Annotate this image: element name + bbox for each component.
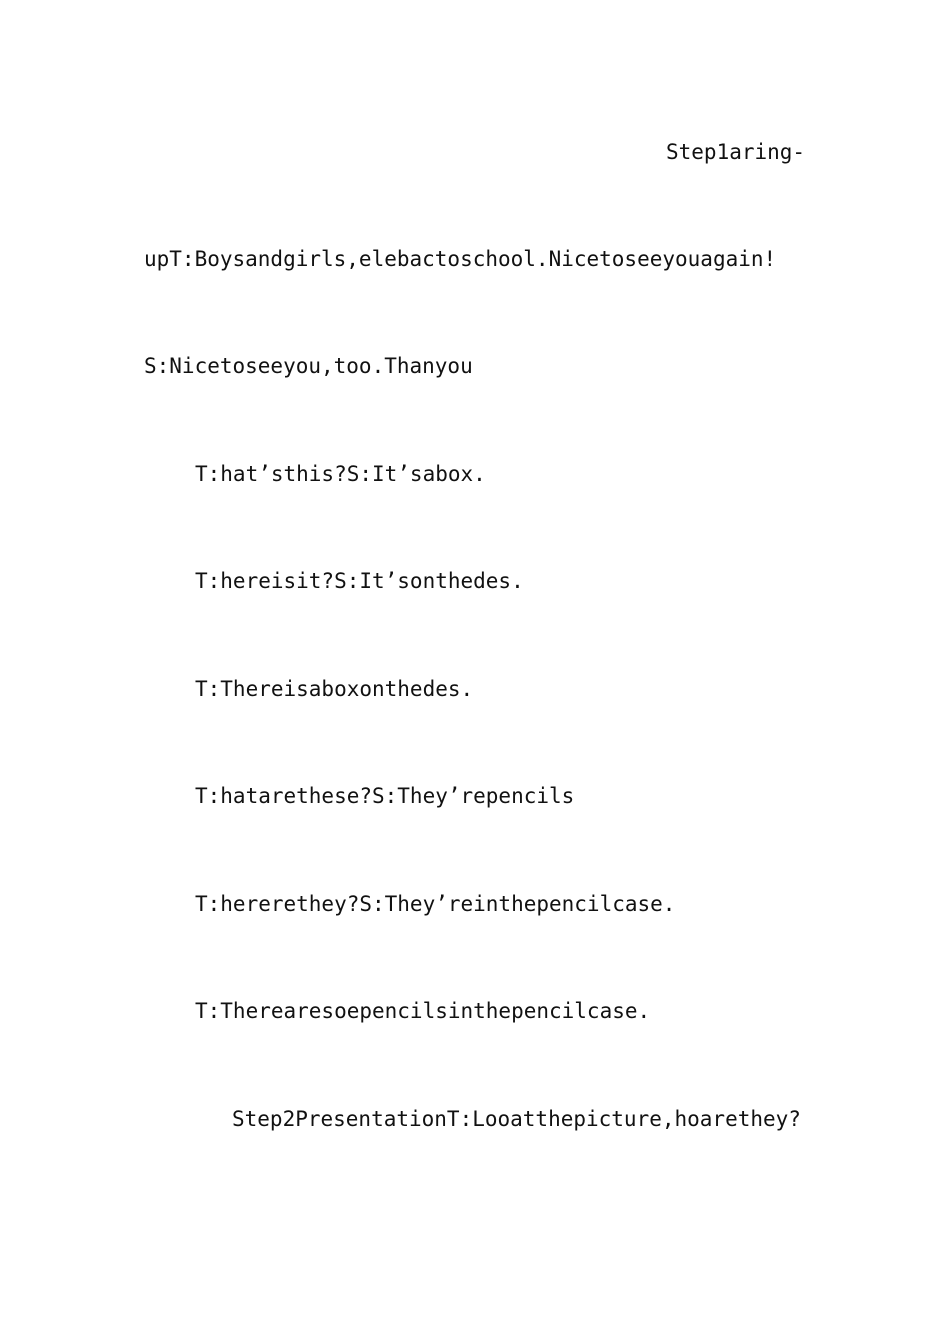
text-line-what-are-these: T:hatarethese?S:They’repencils <box>195 784 575 808</box>
text-line-there-is-a-box: T:Thereisaboxonthedes. <box>195 677 474 701</box>
text-line-step2-presentation: Step2PresentationT:Looatthepicture,hoarethey? <box>232 1107 801 1131</box>
text-line-what-is-this: T:hat’sthis?S:It’sabox. <box>195 462 486 486</box>
text-line-teacher-greeting: upT:Boysandgirls,elebactoschool.Nicetoseeyouagain! <box>144 247 777 271</box>
text-line-step1-heading: Step1aring- <box>666 140 806 164</box>
text-line-there-are-pencils: T:Therearesoepencilsinthepencilcase. <box>195 999 651 1023</box>
text-line-student-reply: S:Nicetoseeyou,too.Thanyou <box>144 354 473 378</box>
text-line-where-are-they: T:hererethey?S:They’reinthepencilcase. <box>195 892 676 916</box>
text-line-where-is-it: T:hereisit?S:It’sonthedes. <box>195 569 524 593</box>
